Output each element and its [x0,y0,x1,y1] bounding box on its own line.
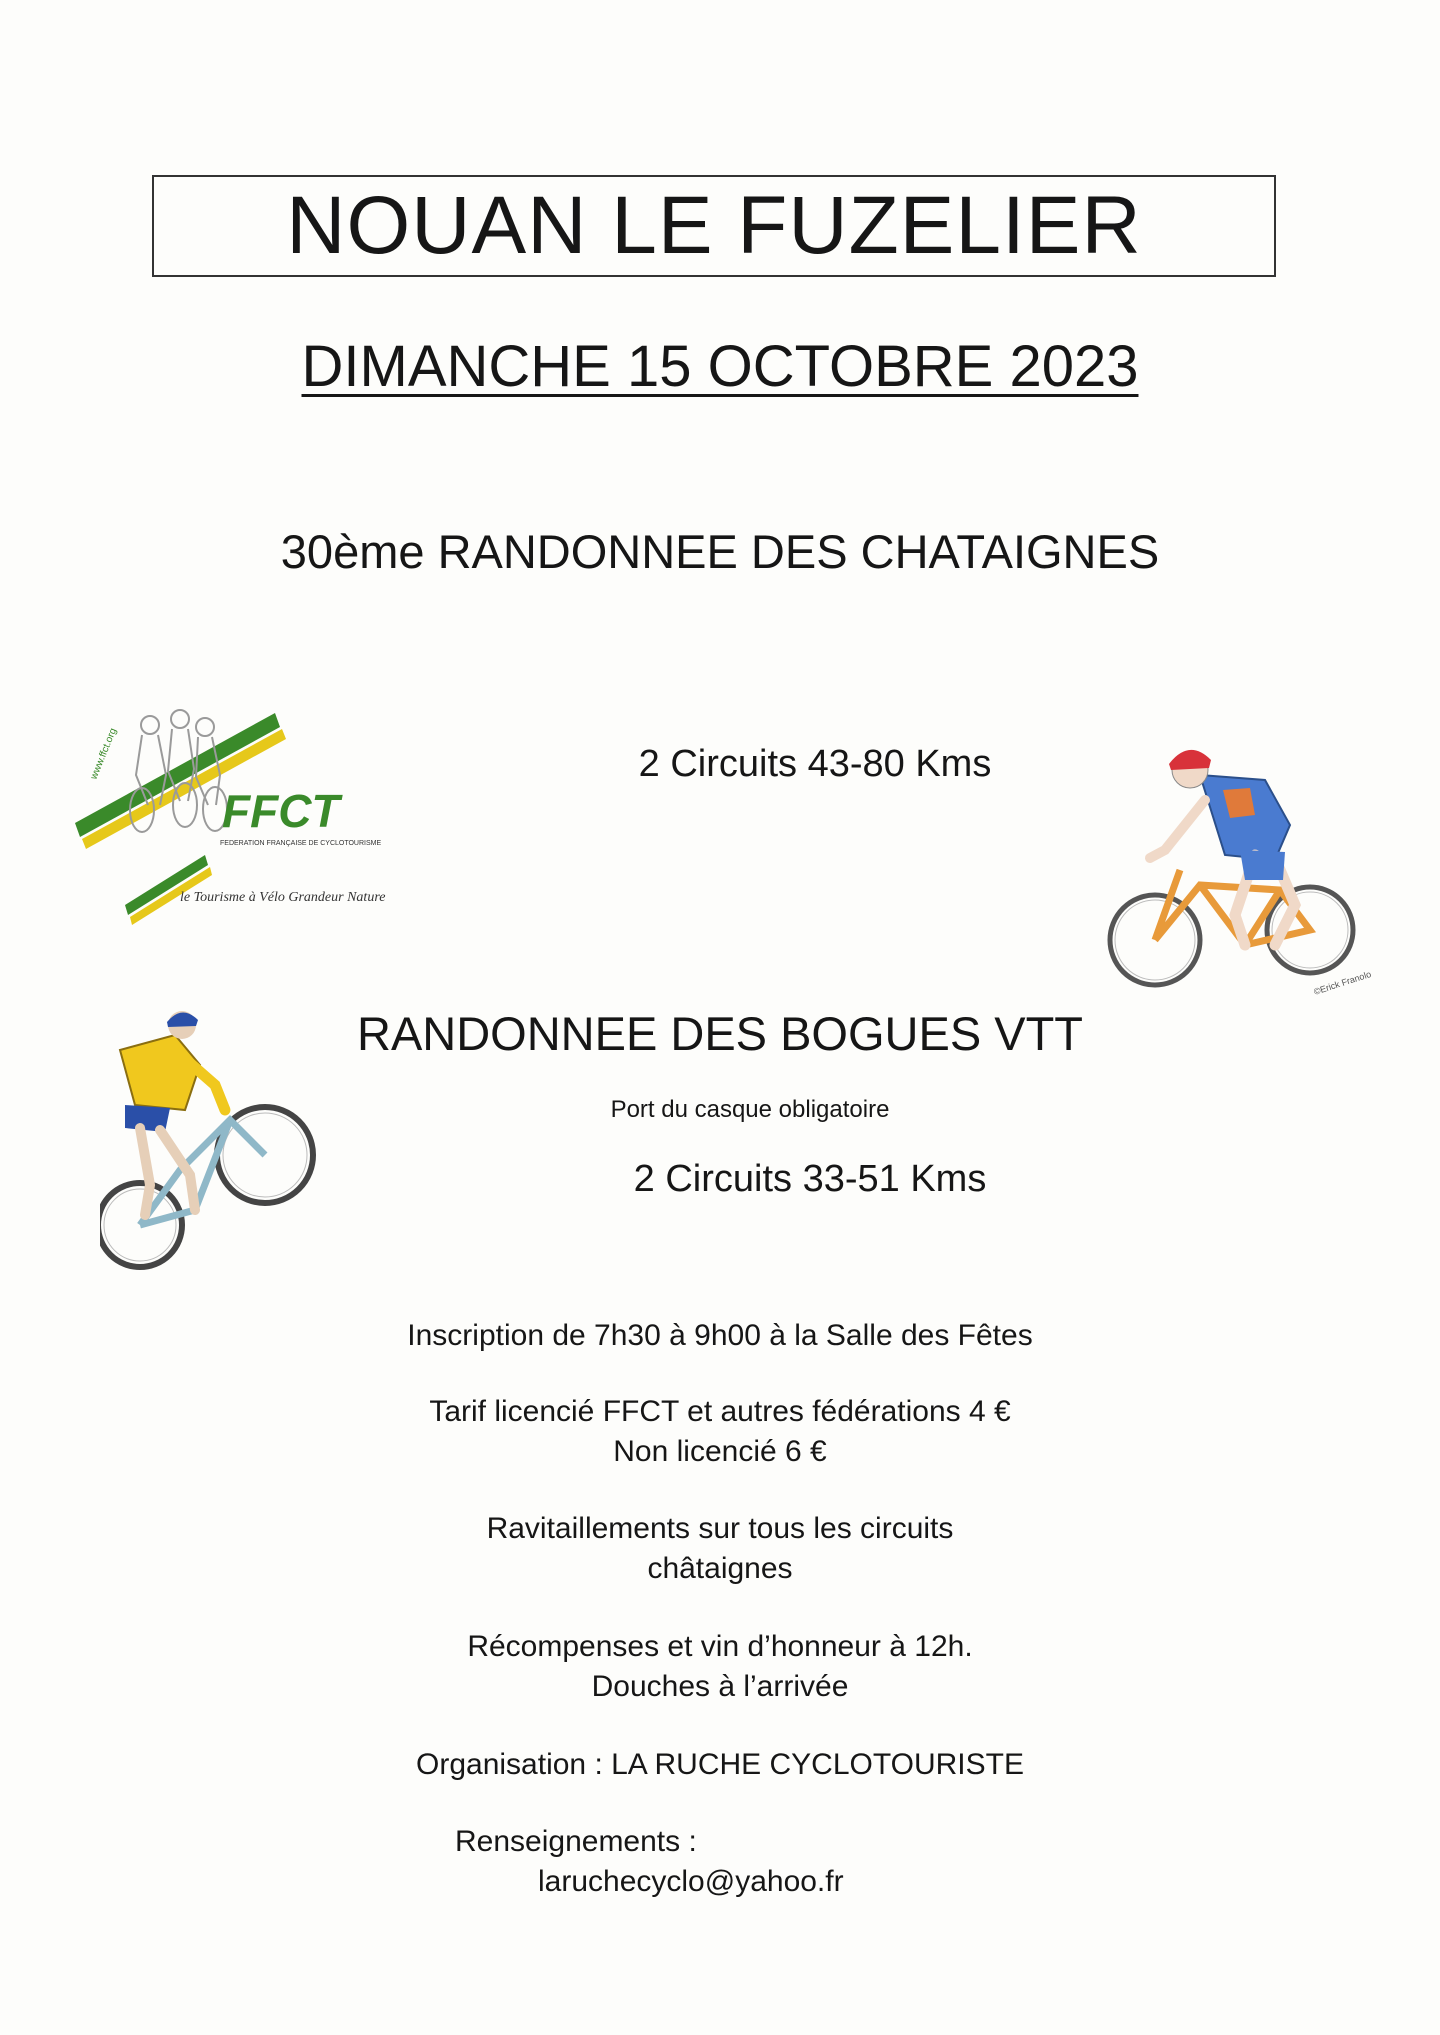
event-date: DIMANCHE 15 OCTOBRE 2023 [301,334,1139,399]
road-cyclist-illustration [1105,740,1385,1005]
helmet-icon [1169,750,1211,770]
contact-label: Renseignements : [455,1825,697,1858]
organisation-info: Organisation : LA RUCHE CYCLOTOURISTE [416,1748,1024,1781]
fee-unlicensed: Non licencié 6 € [613,1435,827,1468]
fee-licensed: Tarif licencié FFCT et autres fédérations 4 € [429,1395,1011,1428]
illustration-credit: ©Erick Franolo [1312,968,1373,997]
event-title: 30ème RANDONNEE DES CHATAIGNES [280,525,1160,578]
ffct-logo [70,705,390,925]
rider-jacket [120,1035,200,1110]
supplies-line-1: Ravitaillements sur tous les circuits [486,1512,954,1545]
awards-info: Récompenses et vin d’honneur à 12h. [467,1630,973,1663]
vtt-circuits: 2 Circuits 33-51 Kms [633,1158,987,1200]
vtt-title: RANDONNEE DES BOGUES VTT [357,1007,1083,1060]
logo-org: FEDERATION FRANÇAISE DE CYCLOTOURISME [220,840,382,847]
supplies-line-2: châtaignes [647,1552,793,1585]
registration-info: Inscription de 7h30 à 9h00 à la Salle des Fêtes [407,1319,1033,1352]
showers-info: Douches à l’arrivée [591,1670,849,1703]
rider-shorts [1240,850,1285,880]
rider-jersey [1200,775,1290,860]
mtb-helmet-icon [167,1012,198,1027]
event-date-line [0,334,1440,399]
logo-name: FFCT [222,785,340,837]
rider-arm [1150,800,1205,858]
mtb-cyclist-illustration [100,1010,320,1275]
logo-slogan: le Tourisme à Vélo Grandeur Nature [180,890,386,905]
logo-site: www.ffct.org [88,726,120,782]
road-circuits: 2 Circuits 43-80 Kms [638,743,992,785]
town-title: NOUAN LE FUZELIER [286,180,1142,271]
helmet-note: Port du casque obligatoire [610,1096,890,1123]
contact-email[interactable]: laruchecyclo@yahoo.fr [538,1865,844,1898]
title-box [152,175,1276,277]
